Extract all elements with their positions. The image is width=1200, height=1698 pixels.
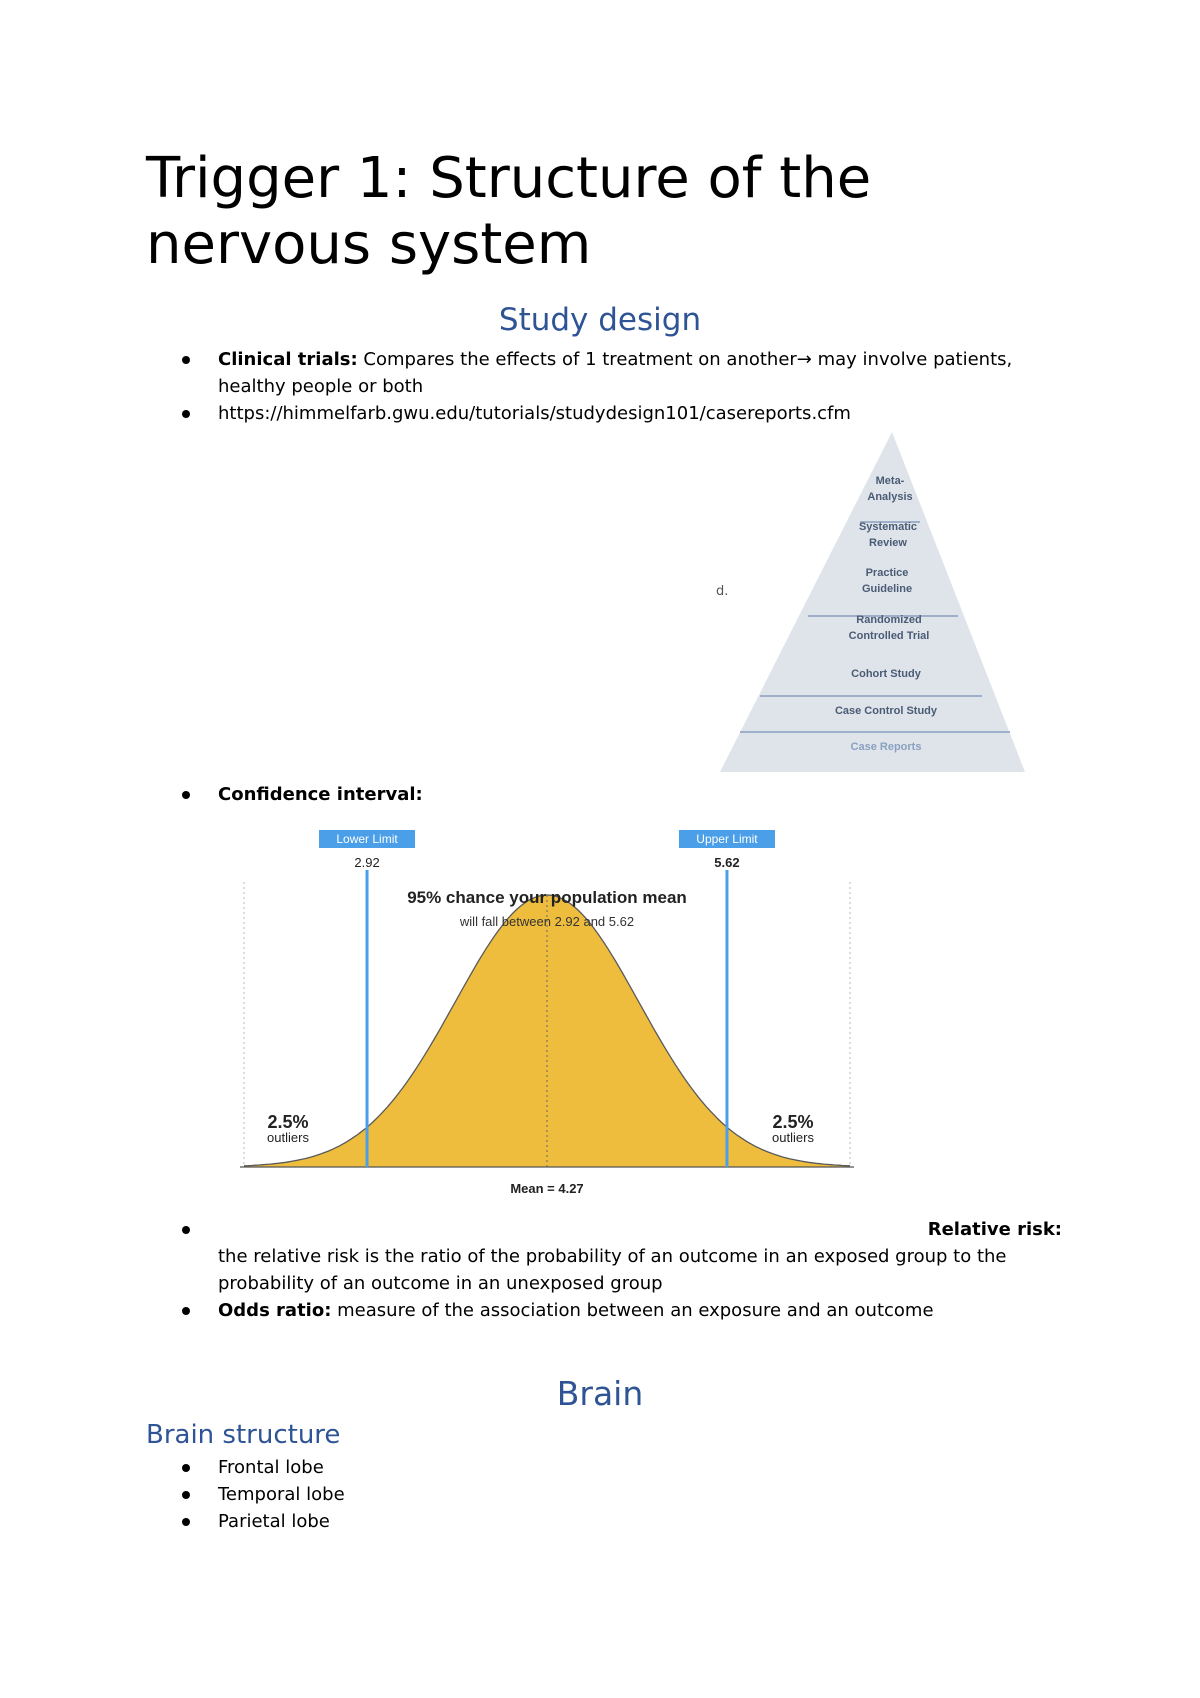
pyramid-level-label: Case Reports	[850, 741, 922, 753]
relative-risk-text-block	[218, 1216, 1058, 1297]
chart-subtitle: will fall between 2.92 and 5.62	[459, 914, 635, 929]
bullet-icon	[182, 1491, 190, 1499]
relative-risk-label: Relative risk:	[927, 1219, 1062, 1240]
pyramid-level-label: Cohort Study	[851, 668, 921, 680]
ci-label: Confidence interval:	[218, 784, 423, 805]
relative-risk-text: the relative risk is the ratio of the probability of an outcome in an exposed group to the probability of an outcome in an unexposed group	[218, 1246, 1007, 1294]
study-design-heading: Study design	[498, 302, 702, 338]
bullet-icon	[182, 410, 190, 418]
pyramid-level-label: Meta-Analysis	[867, 475, 913, 503]
lower-limit-value: 2.92	[354, 855, 380, 870]
bullet-icon	[182, 1307, 190, 1315]
bullet-icon	[182, 1518, 190, 1526]
bullet-icon	[182, 1464, 190, 1472]
study-design-link[interactable]: https://himmelfarb.gwu.edu/tutorials/studydesign101/casereports.cfm	[218, 403, 851, 424]
lower-limit-label: Lower Limit	[336, 832, 398, 846]
page-title: Trigger 1: Structure of the nervous system	[146, 146, 872, 277]
odds-ratio-label: Odds ratio:	[218, 1300, 332, 1321]
brain-structure-heading: Brain structure	[146, 1420, 341, 1450]
pyramid-level-label: Case Control Study	[834, 705, 938, 717]
pyramid-level-label: Systematic Review	[858, 521, 918, 549]
left-tail-pct: 2.5%	[267, 1112, 309, 1132]
bullet-icon	[182, 791, 190, 799]
bullet-text: Compares the effects of 1 treatment on another→ may involve patients, healthy people or both	[218, 349, 1013, 397]
bullet-icon	[182, 1226, 190, 1234]
brain-item-temporal: Temporal lobe	[218, 1484, 345, 1505]
brain-item-frontal: Frontal lobe	[218, 1457, 324, 1478]
pyramid-shape	[720, 432, 1025, 772]
left-tail-label: outliers	[267, 1130, 309, 1145]
odds-ratio-text: measure of the association between an exposure and an outcome	[331, 1300, 934, 1321]
pyramid-level-label: Practice Guideline	[861, 567, 913, 595]
right-tail-pct: 2.5%	[772, 1112, 814, 1132]
chart-title: 95% chance your population mean	[407, 888, 687, 907]
stray-mark: d.	[716, 584, 729, 599]
right-tail-label: outliers	[772, 1130, 814, 1145]
confidence-interval-chart	[238, 822, 860, 1202]
brain-item-parietal: Parietal lobe	[218, 1511, 330, 1532]
pyramid-level-label: Randomized Controlled Trial	[848, 614, 930, 642]
pyramid-svg	[720, 432, 1042, 772]
bullet-icon	[182, 356, 190, 364]
mean-label: Mean = 4.27	[510, 1181, 584, 1196]
bullet-bold-label: Clinical trials:	[218, 349, 358, 370]
upper-limit-label: Upper Limit	[696, 832, 758, 846]
evidence-pyramid	[720, 432, 1042, 772]
brain-heading: Brain	[556, 1374, 644, 1413]
upper-limit-value: 5.62	[714, 855, 740, 870]
ci-chart-svg	[238, 822, 860, 1202]
